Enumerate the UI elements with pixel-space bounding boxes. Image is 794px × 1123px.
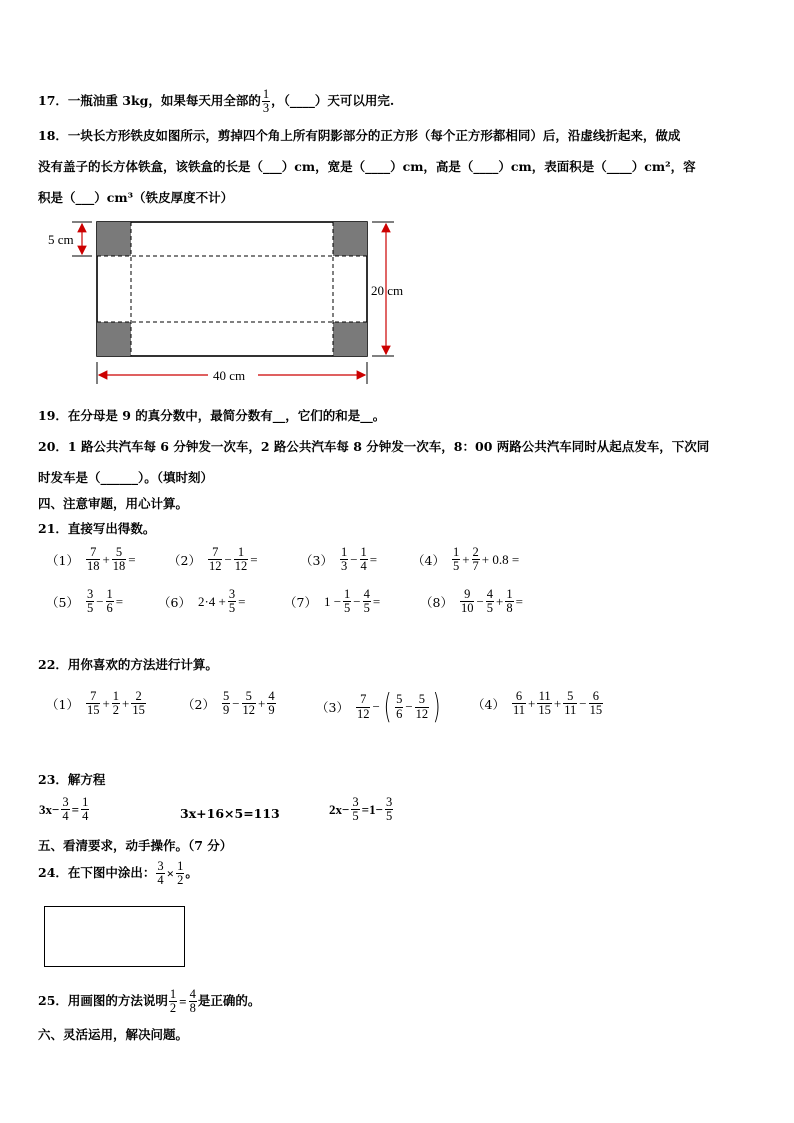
q22-item-2: [182, 690, 277, 717]
height-label: 20 cm: [371, 283, 404, 298]
operator: −: [350, 551, 358, 567]
q22-item-3: [316, 687, 443, 727]
fraction: $\frac{3}{4}$: [157, 859, 164, 888]
q22-item-1: [46, 690, 147, 717]
operator: −: [476, 593, 484, 609]
fraction: $\frac{3}{4}$: [62, 795, 69, 824]
q21-item-3: [300, 546, 378, 573]
fraction: $\frac{3}{5}$: [86, 587, 94, 616]
operator: + 0.8 =: [481, 551, 520, 567]
q21-item-1: [46, 546, 137, 573]
open-paren: (: [383, 687, 392, 727]
fraction: $\frac{1}{5}$: [344, 587, 351, 616]
fraction: $\frac{5}{6}$: [396, 692, 403, 721]
operator: =: [115, 593, 124, 609]
fraction: $\frac{7}{18}$: [86, 545, 100, 574]
operator: −: [372, 699, 380, 714]
fraction: $\frac{5}{9}$: [222, 689, 230, 718]
fraction: $\frac{2}{7}$: [472, 545, 479, 574]
operator: +: [462, 551, 470, 567]
operator: −: [579, 695, 587, 711]
corner-square-br: [333, 322, 367, 356]
fraction: $\frac{6}{15}$: [589, 689, 603, 718]
q17-text-b: ，（____）天可以用完.: [271, 93, 395, 109]
q23-equation-1: [38, 796, 90, 823]
width-label: 40 cm: [213, 368, 246, 383]
fraction: $\frac{1}{12}$: [234, 545, 248, 574]
section-5-heading: 五、看清要求，动手操作。（7 分）: [38, 838, 233, 853]
item-label: （2）: [168, 552, 201, 568]
fraction: $\frac{3}{5}$: [386, 795, 393, 824]
q21-item-5: [46, 588, 124, 615]
fraction: $\frac{5}{11}$: [564, 689, 577, 718]
operator: −: [232, 695, 240, 711]
q18-line1: 18．一块长方形铁皮如图所示，剪掉四个角上所有阴影部分的正方形（每个正方形都相同）后，沿虚线折起来，做成: [38, 128, 681, 143]
fraction: $\frac{4}{5}$: [486, 587, 494, 616]
q21-item-2: [168, 546, 259, 573]
operator: =1−: [361, 801, 383, 817]
operator: =: [238, 593, 246, 609]
operator: =: [369, 551, 378, 567]
operator: +: [102, 695, 110, 711]
question-24: [38, 860, 198, 887]
q24-text-a: 24．在下图中涂出：: [38, 865, 156, 881]
item-label: （1）: [46, 552, 79, 568]
fraction: $\frac{6}{11}$: [512, 689, 525, 718]
operator: −: [96, 593, 104, 609]
fraction: $\frac{1}{4}$: [360, 545, 367, 574]
fraction: $\frac{1}{5}$: [452, 545, 460, 574]
fraction: $\frac{1}{6}$: [106, 587, 113, 616]
q22-title: 22．用你喜欢的方法进行计算。: [38, 657, 218, 672]
fraction: $\frac{4}{9}$: [268, 689, 275, 718]
operator: =: [372, 593, 381, 609]
q21-item-8: [420, 588, 524, 615]
fraction: $\frac{7}{15}$: [86, 689, 100, 718]
operator: +: [553, 695, 562, 711]
q20-line2: 时发车是（______）。（填时刻）: [38, 470, 214, 485]
item-label: （2）: [182, 696, 215, 712]
operator: 1 −: [323, 593, 342, 609]
operator: +: [528, 695, 536, 711]
q21-title: 21．直接写出得数。: [38, 521, 156, 536]
q23-equation-2: 3x+16×5=113: [180, 806, 280, 821]
q22-item-4: [472, 690, 604, 717]
q18-line3: 积是（___）cm³（铁皮厚度不计）: [38, 190, 234, 205]
operator: +: [122, 695, 130, 711]
q25-text-b: 是正确的。: [197, 993, 261, 1009]
operator: −: [405, 699, 413, 714]
q17-text-a: 17．一瓶油重 3kg，如果每天用全部的: [38, 93, 261, 109]
corner-square-tr: [333, 222, 367, 256]
iron-sheet-diagram: [40, 212, 420, 392]
corner-square-tl: [97, 222, 131, 256]
operator: −: [224, 551, 232, 567]
item-label: （4）: [412, 552, 445, 568]
shading-rectangle[interactable]: [44, 906, 185, 967]
fraction: $\frac{5}{12}$: [415, 692, 429, 721]
item-label: （8）: [420, 594, 453, 610]
q23-title: 23．解方程: [38, 772, 106, 787]
fraction: $\frac{1}{4}$: [82, 795, 89, 824]
operator: =: [128, 551, 136, 567]
operator: ×: [166, 865, 175, 881]
fraction: $\frac{7}{12}$: [208, 545, 222, 574]
q17-fraction: $\frac{1}{3}$: [262, 87, 270, 116]
fold-lines: [97, 222, 367, 356]
close-paren: ): [432, 687, 441, 727]
fraction: $\frac{3}{5}$: [228, 587, 236, 616]
fraction: $\frac{1}{2}$: [112, 689, 120, 718]
fraction: $\frac{1}{8}$: [506, 587, 513, 616]
item-label: （5）: [46, 594, 79, 610]
q20-line1: 20．1 路公共汽车每 6 分钟发一次车，2 路公共汽车每 8 分钟发一次车，8：00 两路公共汽车同时从起点发车，下次同: [38, 439, 710, 454]
section-4-heading: 四、注意审题，用心计算。: [38, 496, 189, 511]
q18-line2: 没有盖子的长方体铁盒，该铁盒的长是（___）cm，宽是（____）cm，高是（____）cm，表面积是（____）cm²，容: [38, 159, 696, 174]
fraction: $\frac{9}{10}$: [460, 587, 474, 616]
q25-text-a: 25．用画图的方法说明: [38, 993, 168, 1009]
operator: +: [496, 593, 504, 609]
fraction: $\frac{4}{5}$: [363, 587, 370, 616]
item-label: （7）: [284, 594, 317, 610]
q23-equation-3: [328, 796, 394, 823]
fraction: $\frac{11}{15}$: [538, 689, 551, 718]
operator: =: [250, 551, 258, 567]
item-label: （6）: [158, 594, 191, 610]
operator: =: [179, 993, 187, 1009]
operator: +: [258, 695, 266, 711]
operator: −: [353, 593, 361, 609]
corner-label: 5 cm: [48, 232, 74, 247]
fraction: $\frac{7}{12}$: [356, 692, 370, 721]
fraction: $\frac{5}{12}$: [242, 689, 256, 718]
fraction: $\frac{4}{8}$: [189, 987, 196, 1016]
fraction: $\frac{1}{3}$: [340, 545, 348, 574]
q21-item-4: [412, 546, 520, 573]
corner-square-bl: [97, 322, 131, 356]
q21-item-6: [158, 588, 246, 615]
item-label: （4）: [472, 696, 505, 712]
question-17: [38, 88, 394, 115]
operator: +: [102, 551, 110, 567]
operator: =: [71, 801, 80, 817]
operator: 2·4 +: [197, 593, 226, 609]
operator: 2x−: [329, 801, 350, 817]
item-label: （3）: [300, 552, 333, 568]
sheet-outline: [97, 222, 367, 356]
item-label: （3）: [316, 700, 349, 715]
question-25: [38, 988, 260, 1015]
q21-item-7: [284, 588, 381, 615]
fraction: $\frac{3}{5}$: [352, 795, 359, 824]
q25-expression: [168, 988, 198, 1015]
fraction: $\frac{1}{2}$: [177, 859, 184, 888]
fraction: $\frac{5}{18}$: [112, 545, 126, 574]
section-6-heading: 六、灵活运用，解决问题。: [38, 1027, 189, 1042]
operator: 3x−: [39, 801, 60, 817]
q24-expression: [155, 860, 185, 887]
fraction: $\frac{2}{15}$: [132, 689, 145, 718]
question-19: 19．在分母是 9 的真分数中，最简分数有__，它们的和是__。: [38, 408, 386, 423]
item-label: （1）: [46, 696, 79, 712]
fraction: $\frac{1}{2}$: [169, 987, 177, 1016]
operator: =: [515, 593, 523, 609]
q24-text-b: 。: [185, 865, 198, 881]
